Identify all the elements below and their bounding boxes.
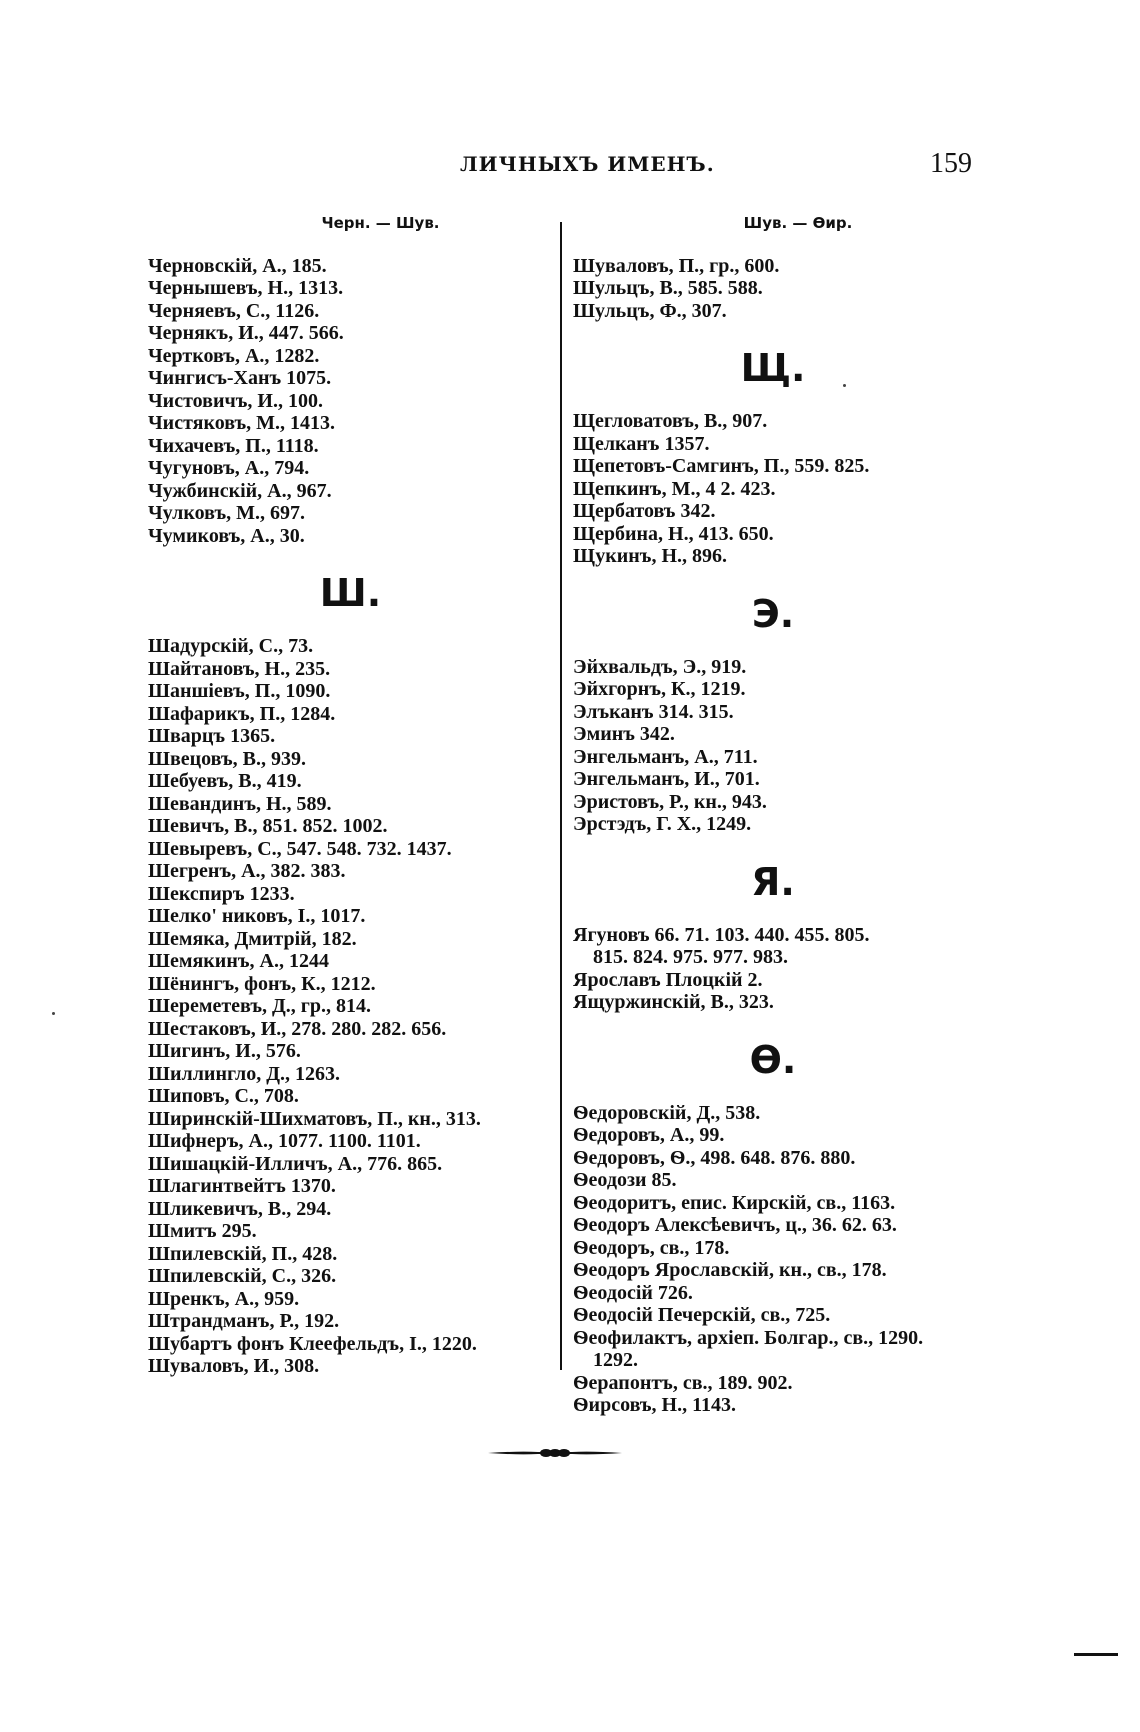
right-column	[573, 212, 973, 1417]
index-entry: Чернякъ, И., 447. 566.	[148, 322, 344, 344]
index-entry: Шлагинтвейтъ 1370.	[148, 1175, 336, 1197]
index-entry: Шёнингъ, фонъ, К., 1212.	[148, 972, 376, 995]
index-entry: Чернышевъ, Н., 1313.	[148, 277, 344, 299]
index-entry: Ѳедоровскій, Д., 538.	[573, 1101, 761, 1124]
index-entry: Эйхвальдъ, Э., 919.	[573, 655, 747, 678]
index-entry: Шуваловъ, П., гр., 600.	[573, 254, 780, 277]
index-entry: Шелко' никовъ, І., 1017.	[148, 905, 366, 927]
index-entry: Ѳедоровъ, Ѳ., 498. 648. 876. 880.	[573, 1146, 856, 1169]
index-entry: 1292.	[593, 1349, 638, 1371]
index-entry: Шемякинъ, А., 1244	[148, 950, 329, 972]
index-entry: Чертковъ, А., 1282.	[148, 344, 320, 367]
index-entry: Черняевъ, С., 1126.	[148, 299, 320, 322]
index-entry: Эминъ 342.	[573, 723, 675, 745]
index-entry: Швецовъ, В., 939.	[148, 747, 306, 770]
index-entry: Шпилевскій, С., 326.	[148, 1265, 337, 1287]
left-column	[148, 212, 553, 1378]
section-letter: Э.	[751, 591, 795, 636]
index-entry: Черновскій, А., 185.	[148, 254, 327, 277]
print-speck	[843, 384, 846, 387]
index-entry: Шевичъ, В., 851. 852. 1002.	[148, 815, 388, 837]
index-entry: Ѳеодосій Печерскій, св., 725.	[573, 1304, 831, 1326]
section-letter: Ѳ.	[749, 1037, 797, 1082]
index-entry: Щербатовъ 342.	[573, 500, 716, 522]
column-divider	[560, 222, 562, 1370]
end-ornament	[488, 1448, 622, 1458]
right-column-entries	[573, 255, 973, 1417]
index-entry: Шульцъ, Ф., 307.	[573, 299, 727, 322]
section-letter: Я.	[751, 859, 795, 904]
index-entry: Шренкъ, А., 959.	[148, 1287, 300, 1310]
index-entry: Шубартъ фонъ Клеефельдъ, І., 1220.	[148, 1332, 477, 1355]
index-entry: Энгельманъ, И., 701.	[573, 768, 760, 790]
index-entry: Шебуевъ, В., 419.	[148, 770, 302, 792]
index-entry: Ѳеодоръ Ярославскій, кн., св., 178.	[573, 1259, 887, 1281]
index-entry: Шаншіевъ, П., 1090.	[148, 680, 331, 702]
index-entry: 815. 824. 975. 977. 983.	[593, 946, 788, 968]
index-entry: Шевыревъ, С., 547. 548. 732. 1437.	[148, 837, 452, 860]
index-entry: Шифнеръ, А., 1077. 1100. 1101.	[148, 1130, 421, 1152]
index-entry: Ѳедоровъ, А., 99.	[573, 1124, 725, 1146]
index-entry: Чингисъ-Ханъ 1075.	[148, 367, 332, 389]
section-letter: Щ.	[740, 346, 806, 390]
index-entry: Щукинъ, Н., 896.	[573, 545, 727, 567]
index-entry: Шликевичъ, В., 294.	[148, 1197, 332, 1220]
index-entry: Чихачевъ, П., 1118.	[148, 434, 319, 457]
index-entry: Чужбинскій, А., 967.	[148, 479, 332, 502]
index-entry: Щегловатовъ, В., 907.	[573, 410, 768, 432]
index-entry: Шевандинъ, Н., 589.	[148, 792, 332, 815]
index-entry: Ѳеодоръ, св., 178.	[573, 1236, 730, 1259]
section-letter: Ш.	[319, 571, 382, 615]
index-entry: Шиповъ, С., 708.	[148, 1085, 299, 1107]
left-column-entries	[148, 255, 553, 1378]
index-entry: Шигинъ, И., 576.	[148, 1040, 301, 1062]
index-entry: Шекспиръ 1233.	[148, 882, 295, 905]
index-entry: Элъканъ 314. 315.	[573, 700, 734, 723]
right-column-range: Шув. — Өир.	[743, 214, 853, 232]
index-entry: Шегренъ, А., 382. 383.	[148, 860, 346, 882]
index-entry: Ярославъ Плоцкій 2.	[573, 968, 763, 991]
index-entry: Штрандманъ, Р., 192.	[148, 1310, 340, 1332]
index-entry: Щепетовъ-Самгинъ, П., 559. 825.	[573, 455, 870, 477]
index-entry: Эйхгорнъ, К., 1219.	[573, 678, 746, 700]
running-header: ЛИЧНЫХЪ ИМЕНЪ.	[460, 152, 715, 176]
index-entry: Чулковъ, М., 697.	[148, 502, 306, 524]
index-entry: Шиллингло, Д., 1263.	[148, 1062, 341, 1085]
index-entry: Чумиковъ, А., 30.	[148, 524, 305, 547]
index-entry: Эристовъ, Р., кн., 943.	[573, 790, 767, 813]
index-entry: Ширинскій-Шихматовъ, П., кн., 313.	[148, 1107, 481, 1130]
index-entry: Щербина, Н., 413. 650.	[573, 522, 774, 545]
index-entry: Шуваловъ, И., 308.	[148, 1355, 320, 1377]
index-entry: Ѳирсовъ, Н., 1143.	[573, 1394, 736, 1416]
index-entry: Щелканъ 1357.	[573, 432, 710, 455]
index-entry: Ѳеодосій 726.	[573, 1281, 693, 1304]
page-number: 159	[930, 148, 972, 179]
index-entry: Шемяка, Дмитрій, 182.	[148, 927, 357, 950]
index-entry: Ѳеодоръ Алексѣевичъ, ц., 36. 62. 63.	[573, 1214, 897, 1236]
index-entry: Шмитъ 295.	[148, 1220, 257, 1242]
index-entry: Шадурскій, С., 73.	[148, 635, 314, 657]
index-entry: Ящуржинскій, В., 323.	[573, 991, 774, 1013]
index-entry: Шишацкій-Илличъ, А., 776. 865.	[148, 1152, 443, 1175]
index-entry: Шайтановъ, Н., 235.	[148, 657, 331, 680]
index-entry: Эрстэдъ, Г. Х., 1249.	[573, 813, 752, 835]
index-entry: Шереметевъ, Д., гр., 814.	[148, 995, 371, 1017]
index-entry: Ѳеодоритъ, епис. Кирскій, св., 1163.	[573, 1191, 896, 1214]
index-entry: Ягуновъ 66. 71. 103. 440. 455. 805.	[573, 923, 870, 946]
index-entry: Шпилевскій, П., 428.	[148, 1242, 338, 1265]
print-speck	[52, 1012, 55, 1015]
index-entry: Ѳеодози 85.	[573, 1169, 677, 1191]
index-entry: Чугуновъ, А., 794.	[148, 457, 310, 479]
bottom-edge-mark	[1074, 1653, 1118, 1656]
index-entry: Ѳеофилактъ, архіеп. Болгар., св., 1290.	[573, 1326, 924, 1349]
index-entry: Чистяковъ, М., 1413.	[148, 412, 336, 434]
index-entry: Ѳерапонтъ, св., 189. 902.	[573, 1371, 793, 1394]
index-entry: Энгельманъ, А., 711.	[573, 745, 758, 768]
index-entry: Шестаковъ, И., 278. 280. 282. 656.	[148, 1017, 447, 1040]
index-entry: Шульцъ, В., 585. 588.	[573, 277, 763, 299]
index-entry: Шафарикъ, П., 1284.	[148, 702, 336, 725]
left-column-range: Черн. — Шув.	[321, 214, 440, 232]
index-entry: Щепкинъ, М., 4 2. 423.	[573, 477, 776, 500]
index-entry: Чистовичъ, И., 100.	[148, 389, 323, 412]
index-entry: Шварцъ 1365.	[148, 725, 276, 747]
